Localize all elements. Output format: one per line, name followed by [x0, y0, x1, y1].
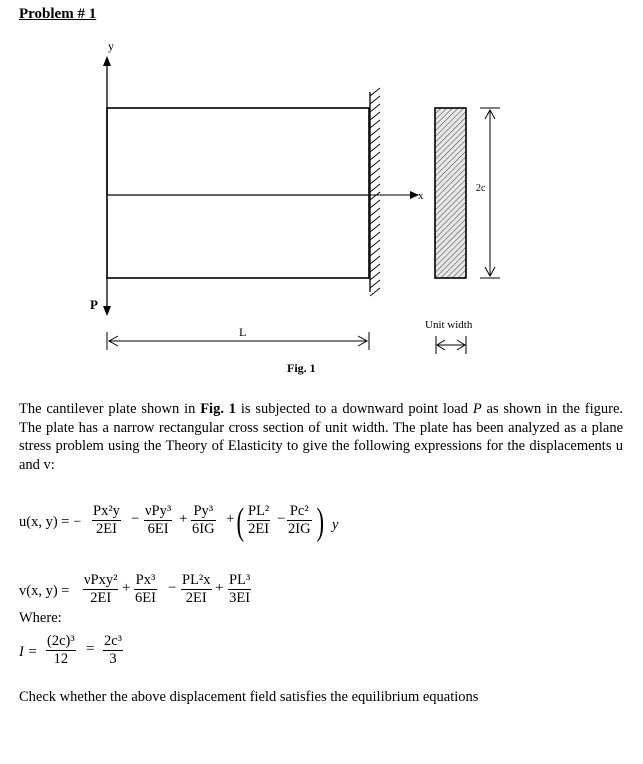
- load-symbol: P: [472, 401, 482, 417]
- y-axis-label: y: [108, 39, 114, 53]
- figure-reference: Fig. 1: [200, 401, 237, 417]
- u-term-2: νPy³ 6EI: [145, 503, 172, 537]
- problem-title: Problem # 1: [19, 6, 97, 22]
- v-lhs: v(x, y) =: [19, 583, 70, 599]
- question-text: Check whether the above displacement field satisfies the equilibrium equations: [19, 689, 479, 705]
- unit-width-label: Unit width: [425, 319, 473, 331]
- statement-text-1: The cantilever plate shown in: [19, 401, 201, 417]
- plate-rectangle: [107, 108, 369, 278]
- u-term-5: $\frac{\text{Pc²}}{2IG}$: [288, 503, 311, 537]
- statement-text-3: as shown in the figure. The plate has a narrow rectangular cross section of unit width. The plate has been analyzed as a plane stress problem using the Theory of Elasticity to give the following expressions for the displacements u and v:: [19, 401, 624, 473]
- figure-caption: Fig. 1: [287, 361, 316, 375]
- i-lhs: I =: [19, 644, 38, 660]
- u-tail: y: [332, 517, 339, 533]
- v-term-2: $\frac{\text{Px³}}{6EI}$: [135, 572, 156, 606]
- load-arrowhead: [103, 306, 111, 316]
- v-term-1: νPxy² 2EI: [84, 572, 118, 606]
- thickness-label: 2c: [476, 183, 486, 194]
- x-axis-label: x: [418, 190, 424, 202]
- length-label: L: [239, 325, 247, 339]
- u-lhs: u(x, y) = −: [19, 514, 82, 530]
- u-term-4: $\frac{\text{PL²}}{2EI}$: [248, 503, 270, 537]
- y-axis-arrowhead: [103, 56, 111, 66]
- problem-statement: [19, 400, 623, 474]
- u-term-1: $\frac{\text{Px²y}}{2EI}$: [93, 503, 120, 537]
- i-term-1: $\frac{\text{(2c)³}}{12}$: [47, 633, 75, 667]
- v-term-4: $\frac{\text{PL³}}{3EI}$: [229, 572, 251, 606]
- statement-text-2: is subjected to a downward point load: [236, 401, 473, 417]
- load-label: P: [90, 297, 98, 312]
- u-term-3: $\frac{\text{Py³}}{6IG}$: [192, 503, 215, 537]
- where-label: Where:: [19, 610, 62, 626]
- cross-section: [435, 108, 466, 278]
- v-term-3: $\frac{\text{PL²x}}{2EI}$: [182, 572, 211, 606]
- i-term-2: $\frac{\text{2c³}}{3}$: [104, 633, 123, 667]
- wall-hatching: [370, 88, 380, 296]
